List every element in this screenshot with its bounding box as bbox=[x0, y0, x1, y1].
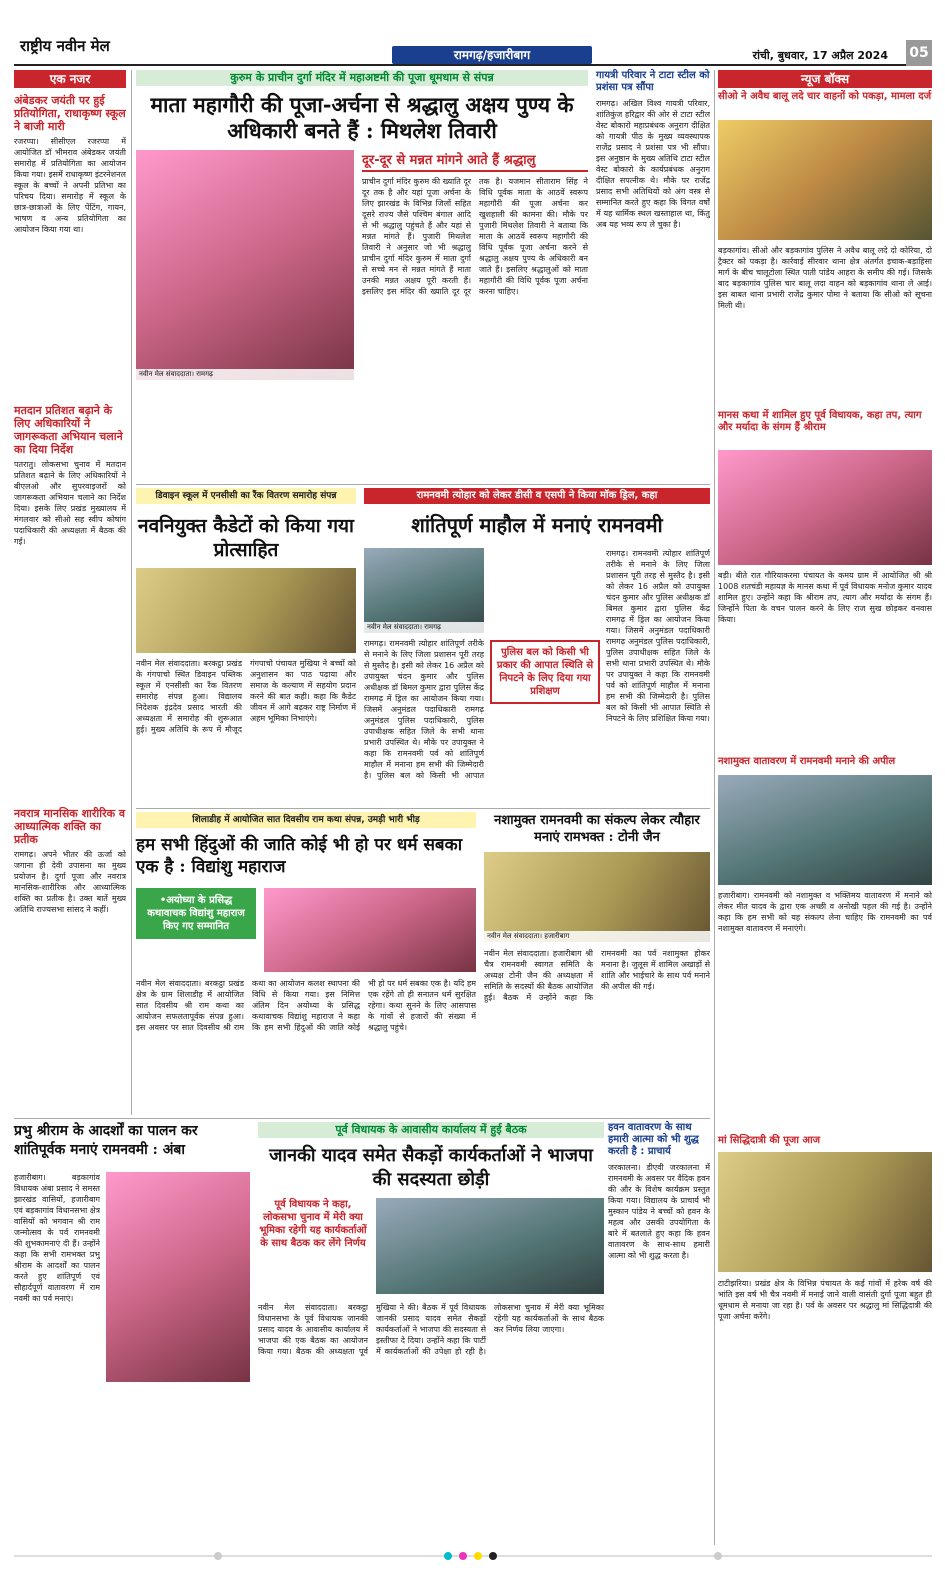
amba-prasad-photo bbox=[106, 1172, 250, 1382]
section-divider bbox=[136, 808, 710, 809]
gayatri-body: रामगढ़। अखिल विश्व गायत्री परिवार, शांतिकुंज हरिद्वार की ओर से टाटा स्टील वेस्ट बोकारो महाप्रबंधक अनुराग दीक्षित को गायत्री पीठ के मुख्य व्यवस्थापक राजेंद्र प्रसाद ने प्रशंसा पत्र भी सौंपा। इस अनुष्ठान के मुख्य अतिथि टाटा स्टील वेस्ट बोकारो के कार्यप्रबंधक अनुराग दीक्षित सपत्नीक थे। मौके पर राजेंद्र प्रसाद सभी अतिथियों को अंग वस्त्र से सम्मानित करते हुए कहा कि विगत वर्षों में यह धार्मिक स्थल खस्ताहाल था, किंतु अब यह भव्य रूप ले चुका है। bbox=[596, 99, 710, 229]
left-story-1 bbox=[14, 94, 126, 396]
sand-trucks-photo bbox=[718, 120, 932, 240]
ramnavami-callout: पुलिस बल को किसी भी प्रकार की आपात स्थिति से निपटने के लिए दिया गया प्रशिक्षण bbox=[490, 640, 600, 704]
top-story-kicker: कुरुम के प्राचीन दुर्गा मंदिर में महाअष्टमी की पूजा धूमधाम से संपन्न bbox=[136, 70, 588, 86]
siddhidatri-puja-photo bbox=[718, 1152, 932, 1272]
janki-headline: जानकी यादव समेत सैकड़ों कार्यकर्ताओं ने भाजपा की सदस्यता छोड़ी bbox=[269, 1145, 593, 1190]
left-story-3-body: रामगढ़। अपने भीतर की ऊर्जा को जगाना ही देवी उपासना का मुख्य प्रयोजन है। दुर्गा पूजा और नवरात्र मानसिक-शारीरिक और आध्यात्मिक शक्ति का प्रतीक है। उक्त बातें मुख्य अतिथि राज्यसभा सांसद ने कहीं। bbox=[14, 850, 126, 914]
ramnavami-kicker: रामनवमी त्योहार को लेकर डीसी व एसपी ने किया मॉक ड्रिल, कहा bbox=[364, 488, 710, 504]
section-divider bbox=[14, 1118, 710, 1119]
ram-katha-photo bbox=[264, 888, 476, 972]
toni-body: नवीन मेल संवाददाता। हजारीबाग श्री चैत्र रामनवमी स्वागत समिति के अध्यक्ष टोनी जैन की अध्यक्षता में समिति के सदस्यों की बैठक आयोजित हुई। बैठक में उन्होंने कहा कि रामनवमी का पर्व नशामुक्त होकर मनाना है। जुलूस में शामिल अखाड़ों से शांति और भाईचारे के साथ पर्व मनाने की अपील की गई। bbox=[484, 949, 710, 1002]
toni-story bbox=[484, 812, 710, 1112]
top-story-body: प्राचीन दुर्गा मंदिर कुरुम की ख्याति दूर दूर तक है और यहां पूजा अर्चना के लिए झारखंड के विभिन्न जिलों सहित दूसरे राज्य जैसे पश्चिम बंगाल आदि से भी श्रद्धालु पहुंचते हैं और यहां से मन्नत मांगते हैं। पुजारी मिथलेश तिवारी ने अनुसार जो भी श्रद्धालु प्राचीन दुर्गा मंदिर कुरुम में माता दुर्गा से सच्चे मन से मन्नत मांगते हैं माता उनकी मन्नत अक्षय पूरी करती हैं। इसलिए इस मंदिर की ख्याति दूर दूर तक है। यजमान सीताराम सिंह ने विधि पूर्वक माता के आठवें स्वरूप महागौरी की पूजा अर्चना कर खुशहाली की कामना की। मौके पर पुजारी मिथलेश तिवारी ने बताया कि माता के आठवें स्वरूप महागौरी की विधि पूर्वक पूजा अर्चना करने से श्रद्धालु अक्षय पुण्य के अधिकारी बन जाते हैं। इसलिए श्रद्धालुओं को माता महागौरी की विधि पूर्वक पूजा अर्चना करना चाहिए। bbox=[362, 177, 588, 296]
registration-dot bbox=[714, 1552, 722, 1560]
janki-story bbox=[258, 1122, 604, 1546]
cadets-kicker: डिवाइन स्कूल में एनसीसी का रैंक वितरण समारोह संपन्न bbox=[136, 488, 356, 504]
masthead-brand: राष्ट्रीय नवीन मेल bbox=[20, 37, 110, 55]
news-box-story-4-title: मां सिद्धिदात्री की पूजा आज bbox=[718, 1135, 821, 1146]
janki-body: नवीन मेल संवाददाता। बरकट्ठा विधानसभा के पूर्व विधायक जानकी प्रसाद यादव के आवासीय कार्यालय में भाजपा की एक बैठक का आयोजन किया गया। बैठक की अध्यक्षता पूर्व मुखिया ने की। बैठक में पूर्व विधायक जानकी प्रसाद यादव समेत सैकड़ों कार्यकर्ताओं ने भाजपा की सदस्यता से इस्तीफा दे दिया। उन्होंने कहा कि पार्टी में कार्यकर्ताओं की उपेक्षा हो रही है। लोकसभा चुनाव में मेरी क्या भूमिका रहेगी यह कार्यकर्ताओं के साथ बैठक कर निर्णय लिया जाएगा। bbox=[258, 1303, 604, 1356]
left-story-3-title: नवरात्र मानसिक शारीरिक व आध्यात्मिक शक्ति का प्रतीक bbox=[14, 807, 125, 846]
mock-drill-photo bbox=[364, 548, 484, 633]
top-story-photo-caption: नवीन मेल संवाददाता। रामगढ़ bbox=[136, 369, 354, 380]
ramnavami-headline: शांतिपूर्ण माहौल में मनाएं रामनवमी bbox=[411, 513, 663, 537]
ncc-cadets-photo bbox=[136, 568, 356, 653]
newspaper-page bbox=[14, 26, 932, 1546]
print-registration-bar bbox=[14, 1550, 932, 1562]
news-box-story-3-body: हजारीबाग। रामनवमी को नशामुक्त व भक्तिमय वातावरण में मनाने को लेकर मीत यादव के द्वारा एक अच्छी व अनोखी पहल की गई है। उन्होंने कहा कि हम सभी को यह संकल्प लेना चाहिए कि रामनवमी का पर्व नशामुक्त वातावरण में मनाएंगे। bbox=[718, 891, 932, 933]
gayatri-title: गायत्री परिवार ने टाटा स्टील को प्रशंसा पत्र सौंपा bbox=[596, 70, 710, 93]
ramnavami-body-cont: रामगढ़। रामनवमी त्योहार शांतिपूर्ण तरीके से मनाने के लिए जिला प्रशासन पूरी तरह से मुस्तैद है। इसी को लेकर 16 अप्रैल को उपायुक्त चंदन कुमार और पुलिस अधीक्षक डॉ बिमल कुमार द्वारा पुलिस केंद्र रामगढ़ में ड्रिल का आयोजन किया गया। जिसमें अनुमंडल पदाधिकारी रामगढ़ अनुमंडल पुलिस पदाधिकारी, पुलिस उपाधीक्षक सहित जिले के सभी थाना प्रभारी उपस्थित थे। मौके पर उपायुक्त ने कहा कि रामनवमी पर्व को शांतिपूर्ण माहौल में मनाना हम सभी की जिम्मेदारी है। पुलिस बल को किसी भी आपात स्थिति से निपटने के लिए प्रशिक्षित किया गया। bbox=[606, 549, 710, 723]
left-column-header: एक नजर bbox=[14, 70, 126, 88]
toni-headline: नशामुक्त रामनवमी का संकल्प लेकर त्यौहार मनाएं रामभक्त : टोनी जैन bbox=[494, 813, 700, 845]
bjp-resign-photo bbox=[376, 1198, 604, 1294]
top-story-subhead: दूर-दूर से मन्नत मांगने आते हैं श्रद्धालु bbox=[362, 150, 588, 172]
top-story bbox=[136, 70, 588, 480]
news-box-story-3-title: नशामुक्त वातावरण में रामनवमी मनाने की अपील bbox=[718, 756, 896, 767]
section-label: रामगढ़/हजारीबाग bbox=[392, 46, 592, 64]
news-box-header: न्यूज बॉक्स bbox=[718, 70, 932, 88]
vidyanshu-kicker: शिलाडीह में आयोजित सात दिवसीय राम कथा संपन्न, उमड़ी भारी भीड़ bbox=[136, 812, 476, 828]
column-divider bbox=[714, 70, 715, 1545]
news-box-story-2-body: बड़ी। बीते रात गौरियाकरमा पंचायत के कमय ग्राम में आयोजित श्री श्री 1008 शतचंडी महायज्ञ के मानस कथा में पूर्व विधायक मनोज कुमार यादव शामिल हुए। उन्होंने कहा कि श्रीराम तप, त्याग और मर्यादा के संगम हैं। जिन्होंने पिता के वचन पालन करने के लिए राज सुख छोड़कर वनवास किया। bbox=[718, 571, 932, 624]
janki-callout: पूर्व विधायक ने कहा, लोकसभा चुनाव में मेरी क्या भूमिका रहेगी यह कार्यकर्ताओं के साथ बैठक कर लेंगे निर्णय bbox=[259, 1199, 367, 1249]
cadets-headline: नवनियुक्त कैडेटों को किया गया प्रोत्साहित bbox=[138, 515, 354, 561]
ramnavami-body: रामगढ़। रामनवमी त्योहार शांतिपूर्ण तरीके से मनाने के लिए जिला प्रशासन पूरी तरह से मुस्तैद है। इसी को लेकर 16 अप्रैल को उपायुक्त चंदन कुमार और पुलिस अधीक्षक डॉ बिमल कुमार द्वारा पुलिस केंद्र रामगढ़ में ड्रिल का आयोजन किया गया। जिसमें अनुमंडल पदाधिकारी रामगढ़ अनुमंडल पुलिस पदाधिकारी, पुलिस उपाधीक्षक सहित जिले के सभी थाना प्रभारी उपस्थित थे। मौके पर उपायुक्त ने कहा कि रामनवमी पर्व को शांतिपूर्ण माहौल में मनाना हम सभी की जिम्मेदारी है। पुलिस बल को किसी भी आपात bbox=[364, 639, 484, 780]
left-story-1-title: अंबेडकर जयंती पर हुई प्रतियोगिता, राधाकृष्ण स्कूल ने बाजी मारी bbox=[14, 94, 126, 133]
news-box bbox=[718, 70, 932, 1545]
temple-puja-photo bbox=[136, 150, 354, 380]
column-divider bbox=[131, 70, 132, 1115]
ramnavami-story bbox=[364, 488, 710, 804]
gayatri-story bbox=[596, 70, 710, 480]
masthead bbox=[14, 32, 932, 66]
vidyanshu-story bbox=[136, 812, 476, 1112]
left-column bbox=[14, 70, 126, 1115]
registration-dot bbox=[214, 1552, 222, 1560]
registration-dot bbox=[459, 1552, 467, 1560]
havan-body: जरकालना। डीएवी जरकालना में रामनवमी के अवसर पर वैदिक हवन की और के विशेष कार्यक्रम प्रस्तुत किया गया। विद्यालय के प्राचार्य भी मुस्कान पांडेय ने बच्चों को हवन के महत्व और उसकी उपयोगिता के बारे में बतलाते हुए कहा कि हवन वातावरण के साथ-साथ हमारी आत्मा को भी शुद्ध करता है। bbox=[608, 1163, 710, 1260]
news-box-story-1-body: बड़कागांव। सीओ और बड़कागांव पुलिस ने अवैध बालू लदे दो कोरिया, दो ट्रैक्टर को पकड़ा है। कार्रवाई सीरवार थाना क्षेत्र अंतर्गत इचाक-बड़ाहिसा मार्ग के बीच चालूटोला स्थित पाती पांडेय आहरा के समीप की गई। जिसके बाद बड़कागांव पुलिस चार बालू लदा वाहन को बड़कागांव थाना ले आई। इस बाबत थाना प्रभारी राजेंद्र कुमार पोमा ने बताया कि सीओ को सूचना मिली थी। bbox=[718, 246, 932, 310]
havan-story bbox=[608, 1122, 710, 1546]
dateline: रांची, बुधवार, 17 अप्रैल 2024 bbox=[752, 49, 888, 62]
left-story-2-title: मतदान प्रतिशत बढ़ाने के लिए अधिकारियों ने जागरूकता अभियान चलाने का दिया निर्देश bbox=[14, 404, 123, 456]
registration-dot bbox=[444, 1552, 452, 1560]
top-story-headline: माता महागौरी की पूजा-अर्चना से श्रद्धालु अक्षय पुण्य के अधिकारी बनते हैं : मिथलेश तिवारी bbox=[150, 92, 574, 143]
toni-photo-caption: नवीन मेल संवाददाता। हजारीबाग bbox=[484, 931, 710, 942]
manas-katha-photo bbox=[718, 450, 932, 565]
ramnavami-photo-caption: नवीन मेल संवाददाता। रामगढ़ bbox=[364, 622, 484, 633]
amba-story bbox=[14, 1122, 250, 1546]
section-divider bbox=[136, 484, 710, 485]
janki-kicker: पूर्व विधायक के आवासीय कार्यालय में हुई बैठक bbox=[258, 1122, 604, 1138]
vidyanshu-callout: •अयोध्या के प्रसिद्ध कथावाचक विद्यांशु महाराज किए गए सम्मानित bbox=[136, 888, 256, 939]
left-story-2 bbox=[14, 404, 126, 799]
ramnavami-body-top bbox=[490, 548, 600, 633]
nasha-mukt-photo bbox=[718, 775, 932, 885]
left-story-3 bbox=[14, 807, 126, 1089]
news-box-story-4-body: टाटीझरिया। प्रखंड क्षेत्र के विभिन्न पंचायत के कई गांवों में हरेक वर्ष की भांति इस वर्ष भी चैत्र नवमी में मनाई जाने वाली वासंती दुर्गा पूजा बहुत ही धूमधाम से मनाया जा रहा है। पर्व के अवसर पर श्रद्धालु मां सिद्धिदात्री की पूजा अर्चना करेंगे। bbox=[718, 1279, 932, 1321]
toni-meeting-photo bbox=[484, 852, 710, 942]
vidyanshu-body: नवीन मेल संवाददाता। बरकट्ठा प्रखंड क्षेत्र के ग्राम शिलाडीह में आयोजित सात दिवसीय श्री राम कथा का आयोजन सफलतापूर्वक संपन्न हुआ। इस अवसर पर सात दिवसीय श्री राम कथा का आयोजन कलश स्थापना की विधि से किया गया। इस निमित्त अंतिम दिन अयोध्या के प्रसिद्ध कथावाचक विद्यांशु महाराज ने कहा कि हम सभी हिंदुओं की जाति कोई भी हो पर धर्म सबका एक है। यदि हम एक रहेंगे तो ही सनातन धर्म सुरक्षित रहेगा। कथा सुनने के लिए आसपास के गांवों से हजारों की संख्या में श्रद्धालु पहुंचे। bbox=[136, 979, 476, 1032]
registration-dot bbox=[474, 1552, 482, 1560]
left-story-1-body: रजरप्पा। सीसीएल रजरप्पा में आयोजित डॉ भीमराव अंबेडकर जयंती समारोह में प्रतियोगिता का आयोजन किया गया। इसमें राधाकृष्ण इंटरनेशनल स्कूल के बच्चों ने अपनी प्रतिभा का परिचय दिया। समारोह में स्कूल के छात्र-छात्राओं के लिए पेंटिंग, गायन, भाषण व अन्य प्रतियोगिता का आयोजन किया गया था। bbox=[14, 137, 126, 234]
registration-dot bbox=[489, 1552, 497, 1560]
page-number: 05 bbox=[906, 40, 932, 66]
havan-title: हवन वातावरण के साथ हमारी आत्मा को भी शुद्ध करती है : प्राचार्य bbox=[608, 1122, 699, 1157]
amba-headline: प्रभु श्रीराम के आदर्शों का पालन कर शांतिपूर्वक मनाएं रामनवमी : अंबा bbox=[14, 1123, 198, 1158]
news-box-story-2-title: मानस कथा में शामिल हुए पूर्व विधायक, कहा तप, त्याग और मर्यादा के संगम हैं श्रीराम bbox=[718, 410, 922, 433]
cadets-body: नवीन मेल संवाददाता। बरकट्ठा प्रखंड के गंगपाचो स्थित डिवाइन पब्लिक स्कूल में एनसीसी का रैंक वितरण समारोह संपन्न हुआ। विद्यालय निदेशक इंद्रदेव प्रसाद भारती की अध्यक्षता में समारोह की शुरूआत हुई। मुख्य अतिथि के रूप में मौजूद गंगपाचो पंचायत मुखिया ने बच्चों को अनुशासन का पाठ पढ़ाया और समाज के कल्याण में सहयोग प्रदान करने की बात कही। कहा कि कैडेट जीवन में आगे बढ़कर राष्ट्र निर्माण में अहम भूमिका निभाएंगे। bbox=[136, 659, 356, 734]
cadets-story bbox=[136, 488, 356, 804]
left-story-2-body: पतरातु। लोकसभा चुनाव में मतदान प्रतिशत बढ़ाने के लिए अधिकारियों ने बीएलओ और सुपरवाइजरों को जागरूकता अभियान चलाने का निर्देश दिया। इसके लिए प्रखंड मुख्यालय में मंगलवार को सीओ सह स्वीप कोषांग पदाधिकारी की अध्यक्षता में बैठक की गई। bbox=[14, 460, 126, 546]
news-box-story-1-title: सीओ ने अवैध बालू लदे चार वाहनों को पकड़ा, मामला दर्ज bbox=[718, 91, 932, 102]
vidyanshu-headline: हम सभी हिंदुओं की जाति कोई भी हो पर धर्म सबका एक है : विद्यांशु महाराज bbox=[136, 835, 463, 877]
amba-body: हजारीबाग। बड़कागांव विधायक अंबा प्रसाद ने समस्त झारखंड वासियों, हजारीबाग एवं बड़कागांव विधानसभा क्षेत्र वासियों को भगवान श्री राम जन्मोत्सव के पर्व रामनवमी की शुभकामनाएं दी हैं। उन्होंने कहा कि सभी रामभक्त प्रभु श्रीराम के आदर्शों का पालन करते हुए शांतिपूर्ण एवं सौहार्दपूर्ण वातावरण में राम नवमी का पर्व मनाएं। bbox=[14, 1173, 100, 1303]
